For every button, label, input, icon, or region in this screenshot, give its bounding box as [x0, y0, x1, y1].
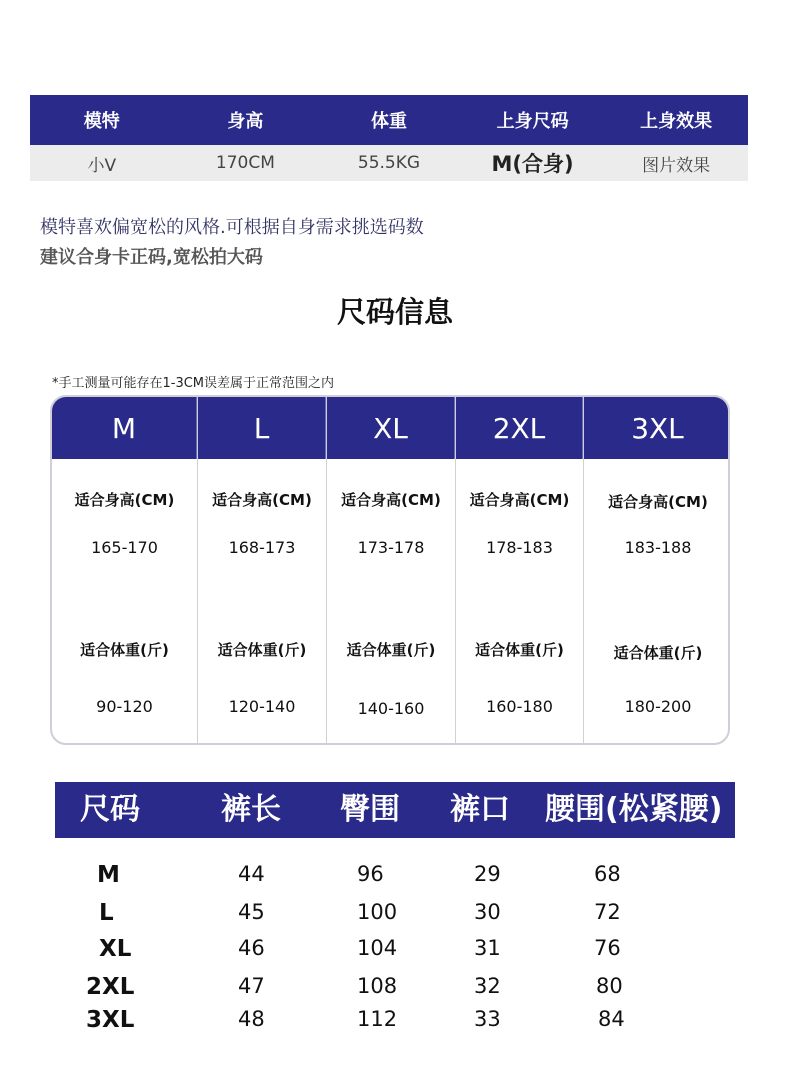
table-row	[0, 900, 790, 936]
style-note: 模特喜欢偏宽松的风格.可根据自身需求挑选码数	[40, 217, 424, 238]
weight-range: 90-120	[96, 697, 153, 716]
model-table-row	[30, 145, 748, 181]
header-size: 尺码	[80, 792, 140, 827]
table-row	[0, 936, 790, 972]
height-range: 165-170	[91, 538, 158, 557]
size-advice-note: 建议合身卡正码,宽松拍大码	[40, 247, 263, 268]
row-hip: 112	[357, 1007, 398, 1031]
height-label: 适合身高(CM)	[608, 493, 708, 511]
row-size: 2XL	[86, 974, 135, 1000]
size-column	[52, 397, 198, 743]
model-height: 170CM	[215, 153, 275, 173]
row-hip: 104	[357, 936, 398, 960]
model-name: 小V	[87, 155, 117, 176]
size-column-header: L	[198, 397, 326, 459]
size-column	[456, 397, 584, 743]
height-range: 178-183	[486, 538, 553, 557]
height-label: 适合身高(CM)	[74, 491, 175, 509]
size-column-header: 3XL	[584, 397, 730, 459]
model-effect: 图片效果	[642, 155, 711, 176]
weight-label: 适合体重(斤)	[475, 641, 564, 659]
size-column	[327, 397, 456, 743]
table-row	[0, 1007, 790, 1043]
height-label: 适合身高(CM)	[469, 491, 570, 509]
header-length: 裤长	[221, 792, 281, 827]
row-hem: 31	[474, 936, 501, 960]
header-cell-height: 身高	[227, 111, 264, 132]
row-size: L	[99, 900, 114, 926]
size-info-panel	[50, 395, 730, 745]
row-hip: 96	[357, 862, 384, 886]
height-label: 适合身高(CM)	[341, 491, 441, 509]
size-column	[198, 397, 327, 743]
row-length: 46	[238, 936, 265, 960]
row-hem: 32	[474, 974, 501, 998]
model-weight: 55.5KG	[357, 153, 421, 173]
row-waist: 84	[598, 1007, 625, 1031]
size-column-header: XL	[327, 397, 455, 459]
height-range: 173-178	[357, 538, 425, 557]
row-waist: 68	[594, 862, 621, 886]
weight-label: 适合体重(斤)	[217, 641, 307, 659]
table-row	[0, 862, 790, 898]
height-range: 183-188	[624, 538, 692, 557]
row-waist: 76	[594, 936, 621, 960]
row-hem: 30	[474, 900, 501, 924]
weight-range: 140-160	[357, 699, 425, 718]
header-cell-effect: 上身效果	[640, 111, 713, 132]
row-hip: 108	[357, 974, 398, 998]
measurement-note: *手工测量可能存在1-3CM误差属于正常范围之内	[52, 376, 335, 391]
header-cell-model: 模特	[83, 111, 120, 132]
section-title: 尺码信息	[336, 295, 453, 329]
row-length: 44	[238, 862, 265, 886]
model-table-header	[30, 95, 748, 145]
header-hem: 裤口	[450, 792, 510, 827]
size-column-header: M	[52, 397, 197, 459]
weight-label: 适合体重(斤)	[80, 641, 169, 659]
table-row	[0, 974, 790, 1010]
row-length: 48	[238, 1007, 265, 1031]
size-column	[584, 397, 730, 743]
row-length: 45	[238, 900, 265, 924]
weight-range: 120-140	[228, 697, 296, 716]
pants-table-header	[55, 782, 735, 838]
weight-label: 适合体重(斤)	[613, 644, 703, 662]
height-range: 168-173	[228, 538, 296, 557]
row-waist: 80	[596, 974, 623, 998]
size-column-header: 2XL	[456, 397, 583, 459]
model-size: M(合身)	[491, 152, 574, 176]
row-size: XL	[99, 936, 132, 962]
weight-range: 160-180	[486, 697, 553, 716]
row-hem: 29	[474, 862, 501, 886]
row-waist: 72	[594, 900, 621, 924]
header-hip: 臀围	[340, 792, 400, 827]
header-cell-weight: 体重	[370, 111, 407, 132]
weight-range: 180-200	[624, 697, 692, 716]
row-size: M	[97, 862, 120, 888]
weight-label: 适合体重(斤)	[346, 641, 436, 659]
row-hip: 100	[357, 900, 398, 924]
row-length: 47	[238, 974, 265, 998]
row-hem: 33	[474, 1007, 501, 1031]
row-size: 3XL	[86, 1007, 135, 1033]
header-cell-size: 上身尺码	[496, 111, 569, 132]
height-label: 适合身高(CM)	[212, 491, 312, 509]
header-waist: 腰围(松紧腰)	[545, 792, 723, 827]
